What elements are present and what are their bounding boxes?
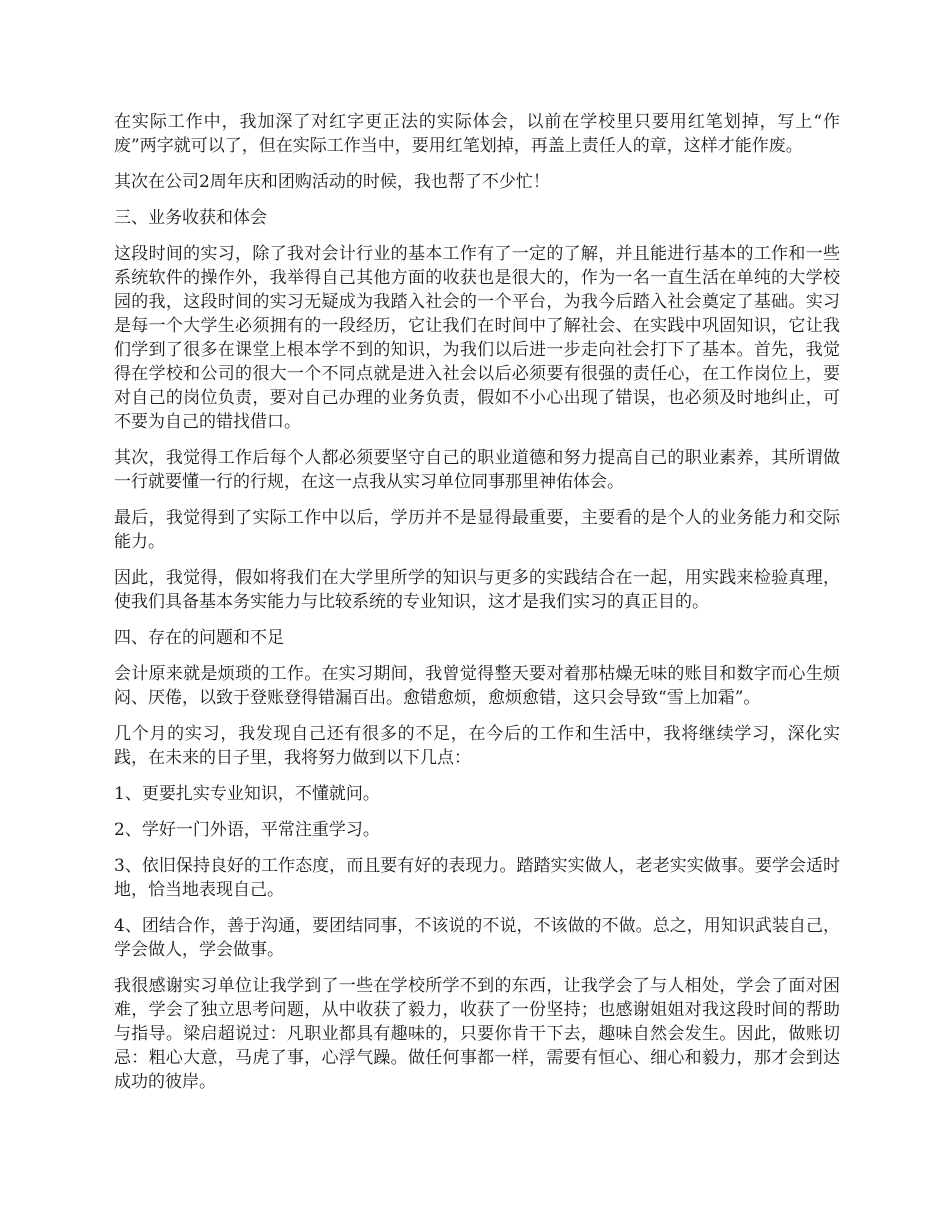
paragraph-shortcomings: 几个月的实习，我发现自己还有很多的不足，在今后的工作和生活中，我将继续学习，深化实践，在未来的日子里，我将努力做到以下几点： (114, 724, 840, 768)
paragraph-accounting-tedious: 会计原来就是烦琐的工作。在实习期间，我曾觉得整天要对着那枯燥无味的账目和数字而心生烦闷、厌倦，以致于登账登得错漏百出。愈错愈烦，愈烦愈错，这只会导致“雪上加霜”。 (114, 664, 840, 708)
section-heading-gains: 三、业务收获和体会 (114, 208, 267, 228)
paragraph-red-correction: 在实际工作中，我加深了对红字更正法的实际体会，以前在学校里只要用红笔划掉，写上“作废”两字就可以了，但在实际工作当中，要用红笔划掉，再盖上责任人的章，这样才能作废。 (114, 112, 840, 156)
paragraph-gratitude: 我很感谢实习单位让我学到了一些在学校所学不到的东西，让我学会了与人相处，学会了面对困难，学会了独立思考问题，从中收获了毅力，收获了一份坚持；也感谢姐姐对我这段时间的帮助与指导。梁启超说过：凡职业都具有趣味的，只要你肯干下去，趣味自然会发生。因此，做账切忌：粗心大意，马虎了事，心浮气躁。做任何事都一样，需要有恒心、细心和毅力，那才会到达成功的彼岸。 (114, 976, 840, 1092)
document-body (114, 110, 840, 1106)
paragraph-professional-ethics: 其次，我觉得工作后每个人都必须要坚守自己的职业道德和努力提高自己的职业素养，其所谓做一行就要懂一行的行规，在这一点我从实习单位同事那里神佑体会。 (114, 448, 840, 492)
paragraph-anniversary: 其次在公司2周年庆和团购活动的时候，我也帮了不少忙！ (114, 172, 550, 192)
paragraph-practice: 因此，我觉得，假如将我们在大学里所学的知识与更多的实践结合在一起，用实践来检验真理，使我们具备基本务实能力与比较系统的专业知识，这才是我们实习的真正目的。 (114, 568, 840, 612)
paragraph-ability: 最后，我觉得到了实际工作中以后，学历并不是显得最重要，主要看的是个人的业务能力和交际能力。 (114, 508, 840, 552)
list-item-3: 3、依旧保持良好的工作态度，而且要有好的表现力。踏踏实实做人，老老实实做事。要学会适时地，恰当地表现自己。 (114, 856, 840, 900)
paragraph-internship-gains: 这段时间的实习，除了我对会计行业的基本工作有了一定的了解，并且能进行基本的工作和一些系统软件的操作外，我举得自己其他方面的收获也是很大的，作为一名一直生活在单纯的大学校园的我，这段时间的实习无疑成为我踏入社会的一个平台，为我今后踏入社会奠定了基础。实习是每一个大学生必须拥有的一段经历，它让我们在时间中了解社会、在实践中巩固知识，它让我们学到了很多在课堂上根本学不到的知识，为我们以后进一步走向社会打下了基本。首先，我觉得在学校和公司的很大一个不同点就是进入社会以后必须要有很强的责任心，在工作岗位上，要对自己的岗位负责，要对自己办理的业务负责，假如不小心出现了错误，也必须及时地纠止，可不要为自己的错找借口。 (114, 244, 840, 432)
list-item-1: 1、更要扎实专业知识，不懂就问。 (114, 784, 380, 804)
list-item-2: 2、学好一门外语，平常注重学习。 (114, 820, 380, 840)
list-item-4: 4、团结合作，善于沟通，要团结同事，不该说的不说，不该做的不做。总之，用知识武装自己，学会做人，学会做事。 (114, 916, 840, 960)
section-heading-problems: 四、存在的问题和不足 (114, 628, 284, 648)
